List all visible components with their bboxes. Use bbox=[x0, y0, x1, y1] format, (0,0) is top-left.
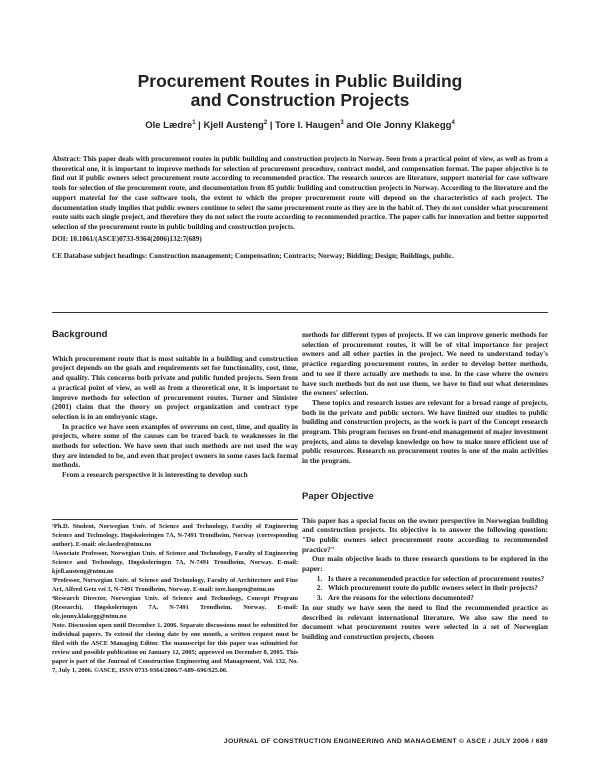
left-column bbox=[52, 330, 298, 480]
doi: DOI: 10.1061/(ASCE)0733-9364(2006)132:7(689) bbox=[52, 235, 202, 243]
keywords-label: CE Database subject headings: bbox=[52, 252, 148, 260]
footnote-1: ¹Ph.D. Student, Norwegian Univ. of Science and Technology, Faculty of Engineering Science and Technology, Høgskoleringen 7A, N-7491 Trondheim, Norway (corresponding author). E-mail: ole.laedre@ntnu.no bbox=[52, 523, 298, 548]
footnote-3: ³Professor, Norwegian Univ. of Science and Technology, Faculty of Architecture and Fine Art, Alfred Getz vei 3, N-7491 Trondheim, Norway. E-mail: tore.haugen@ntnu.no bbox=[52, 577, 298, 593]
question-3: 3. Are the reasons for the selections documented? bbox=[324, 593, 548, 603]
title-line-2: and Construction Projects bbox=[190, 90, 410, 110]
footnotes bbox=[52, 522, 298, 675]
paragraph: Our main objective leads to three research questions to be explored in the paper: bbox=[302, 554, 548, 574]
keywords bbox=[52, 252, 548, 262]
abstract-text: This paper deals with procurement routes in public building and construction projects in Norway. Seen from a practical point of view, as well as from a theoretical one, it is important to improve methods for selection of procurement procedure, contract model, and compensation format. The paper objective is to find out if public owners select procurement route according to recommended practice. The research sources are literature, support material for case software tools for selection of the procurement route, and documentation from 85 public building and construction projects in Norway. According to the literature and the support material for the case software tools, the extent to which the proper procurement route will depend on the characteristics of each project. The documentation study implies that public owners continue to select the same procurement route as they are in the habit of. They do not consider what procurement route suits each single project, and therefore they do not select the route according to recommended practice. The paper calls for innovation and better supported selection of the procurement route in public building and construction projects. bbox=[52, 155, 548, 231]
author-2: Kjell Austeng bbox=[203, 120, 264, 132]
abstract-label: Abstract: bbox=[52, 155, 82, 163]
paragraph: Which procurement route that is most suitable in a building and construction project depends on the goals and requirements set for functionality, cost, time, and quality. This concerns both private and public funded projects. Seen from a practical point of view, as well as from a theoretical one, it is important to improve methods for selection of procurement routes. Turner and Simister (2001) claim that the theory on project organization and contract type selection is in an embryonic stage. bbox=[52, 353, 298, 421]
paragraph: methods for different types of projects. If we can improve generic methods for selection of procurement routes, it will be of vital importance for project owners and all other parties in the project. We need to understand today's practice regarding procurement routes, in order to develop better methods, and to see if there actually are methods to use. In the case where the owners have such methods but do not use them, we have to find out what determines the owners' selection. bbox=[302, 330, 548, 398]
paragraph: In practice we have seen examples of overruns on cost, time, and quality in projects, where some of the causes can be traced back to weaknesses in the methods for selection. We have seen that such methods are not used the way they are intended to be, and even that project owners in some cases lack formal methods. bbox=[52, 421, 298, 470]
heading-background: Background bbox=[52, 329, 108, 340]
paragraph: From a research perspective it is interesting to develop such bbox=[62, 470, 248, 480]
footnote-note: Note. Discussion open until December 1, 2006. Separate discussions must be submitted for individual papers. To extend the closing date by one month, a written request must be filed with the ASCE Managing Editor. The manuscript for this paper was submitted for review and possible publication on January 12, 2005; approved on December 8, 2005. This paper is part of the Journal of Construction Engineering and Management, Vol. 132, No. 7, July 1, 2006. ©ASCE, ISSN 0733-9364/2006/7-689–696/$25.00. bbox=[52, 622, 298, 674]
footnote-divider bbox=[52, 519, 298, 520]
title-line-1: Procurement Routes in Public Building bbox=[137, 71, 463, 91]
footnote-4: ⁴Research Director, Norwegian Univ. of Science and Technology, Concept Program (Research), Høgskoleringen 7A, N-7491 Trondheim, Norway. E-mail: ole.jonny.klakegg@ntnu.no bbox=[52, 595, 298, 620]
paragraph: This paper has a special focus on the owner perspective in Norwegian building and construction projects. Its objective is to answer the following question: "Do public owners select procurement route according to recommended practice?" bbox=[302, 515, 548, 554]
question-1: 1. Is there a recommended practice for selection of procurement routes? bbox=[324, 574, 548, 584]
journal-footer: JOURNAL OF CONSTRUCTION ENGINEERING AND MANAGEMENT © ASCE / JULY 2006 / 689 bbox=[223, 738, 548, 745]
paragraph: In our study we have seen the need to find the recommended practice as described in relevant international literature. We also saw the need to document what procurement routes were selected in a set of Norwegian building and construction projects, chosen bbox=[302, 602, 548, 641]
author-list: Ole Lædre$^1$ | Kjell Austeng$^2$ | Tore I. Haugen$^3$ and Ole Jonny Klakegg$^4$ bbox=[145, 120, 455, 132]
section-divider bbox=[52, 312, 548, 313]
question-2: 2. Which procurement route do public owners select in their projects? bbox=[324, 583, 548, 593]
heading-paper-objective: Paper Objective bbox=[302, 490, 374, 502]
author-1: Ole Lædre bbox=[145, 120, 193, 132]
author-4: Ole Jonny Klakegg bbox=[365, 120, 452, 132]
abstract bbox=[52, 155, 548, 233]
right-column bbox=[302, 330, 548, 642]
paper-title bbox=[0, 72, 600, 110]
author-3: Tore I. Haugen bbox=[275, 120, 341, 132]
paragraph: These topics and research issues are relevant for a broad range of projects, both in the private and public sectors. We have limited our studies to public building and construction projects, as the work is part of the Concept research program. This program focuses on front-end management of major investment projects, and aims to develop knowledge on how to make more efficient use of public resources. Research on procurement routes is one of the main activities in the program. bbox=[302, 397, 548, 466]
research-questions bbox=[302, 574, 548, 603]
footnote-2: ²Associate Professor, Norwegian Univ. of Science and Technology, Faculty of Engineering Science and Technology, Høgskoleringen 7A, N-7491 Trondheim, Norway. E-mail: kjell.austeng@ntnu.no bbox=[52, 550, 298, 575]
keywords-text: Construction management; Compensation; Contracts; Norway; Bidding; Design; Buildings, public. bbox=[147, 252, 454, 260]
